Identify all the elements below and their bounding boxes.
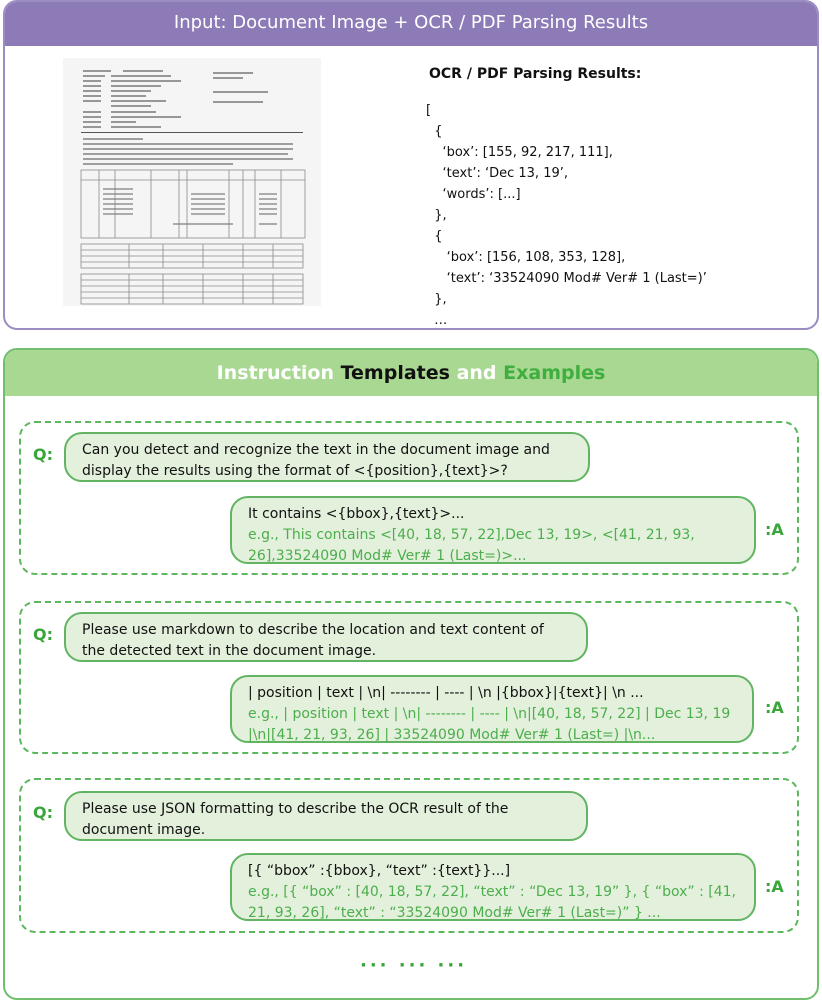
question-text: Can you detect and recognize the text in the document image and display the results using the format of <{position},{text}>? xyxy=(82,442,550,479)
ocr-results-code: [ { ‘box’: [155, 92, 217, 111], ‘text’: ‘Dec 13, 19’, ‘words’: [...] }, { ‘box’: [156, 108, 353, 128], ‘text’: ‘33524090 Mod# Ver# 1 (Last=)’ }, … xyxy=(426,103,707,328)
question-text: Please use markdown to describe the location and text content of the detected text in the document image. xyxy=(82,622,544,659)
title-word-instruction: Instruction xyxy=(216,362,341,384)
answer-template: | position | text | \n| -------- | ---- | \n |{bbox}|{text}| \n ... xyxy=(248,685,644,701)
continuation-ellipsis: ··· ··· ··· xyxy=(360,955,468,976)
title-word-templates: Templates xyxy=(340,362,450,384)
input-panel-title: Input: Document Image + OCR / PDF Parsing Results xyxy=(5,2,817,46)
answer-label: :A xyxy=(765,520,784,539)
answer-example: e.g., This contains <[40, 18, 57, 22],Dec 13, 19>, <[41, 21, 93, 26],33524090 Mod# Ver# 1 (Last=)>... xyxy=(248,527,695,564)
answer-template: It contains <{bbox},{text}>... xyxy=(248,506,465,522)
question-label: Q: xyxy=(33,803,53,822)
answer-label: :A xyxy=(765,877,784,896)
question-bubble xyxy=(64,432,590,482)
document-image-drawing xyxy=(63,58,321,306)
title-word-examples: Examples xyxy=(503,362,606,384)
input-panel xyxy=(3,0,819,330)
answer-bubble xyxy=(230,853,756,921)
ocr-results-title: OCR / PDF Parsing Results: xyxy=(429,66,642,82)
document-image xyxy=(63,58,321,306)
answer-bubble xyxy=(230,675,754,743)
title-word-and: and xyxy=(449,362,504,384)
question-bubble xyxy=(64,612,588,662)
answer-example: e.g., | position | text | \n| -------- | ---- | \n|[40, 18, 57, 22] | Dec 13, 19 |\n|[41, 21, 93, 26] | 33524090 Mod# Ver# 1 (Last=) |\n... xyxy=(248,706,731,743)
templates-panel-title xyxy=(5,350,817,396)
answer-template: [{ “bbox” :{bbox}, “text” :{text}}...] xyxy=(248,863,511,879)
question-bubble xyxy=(64,791,588,841)
question-label: Q: xyxy=(33,445,53,464)
question-text: Please use JSON formatting to describe the OCR result of the document image. xyxy=(82,801,509,838)
answer-bubble xyxy=(230,496,756,564)
question-label: Q: xyxy=(33,625,53,644)
answer-example: e.g., [{ “box” : [40, 18, 57, 22], “text” : “Dec 13, 19” }, { “box” : [41, 21, 93, 26], “text” : “33524090 Mod# Ver# 1 (Last=)” } ... xyxy=(248,884,737,921)
answer-label: :A xyxy=(765,698,784,717)
